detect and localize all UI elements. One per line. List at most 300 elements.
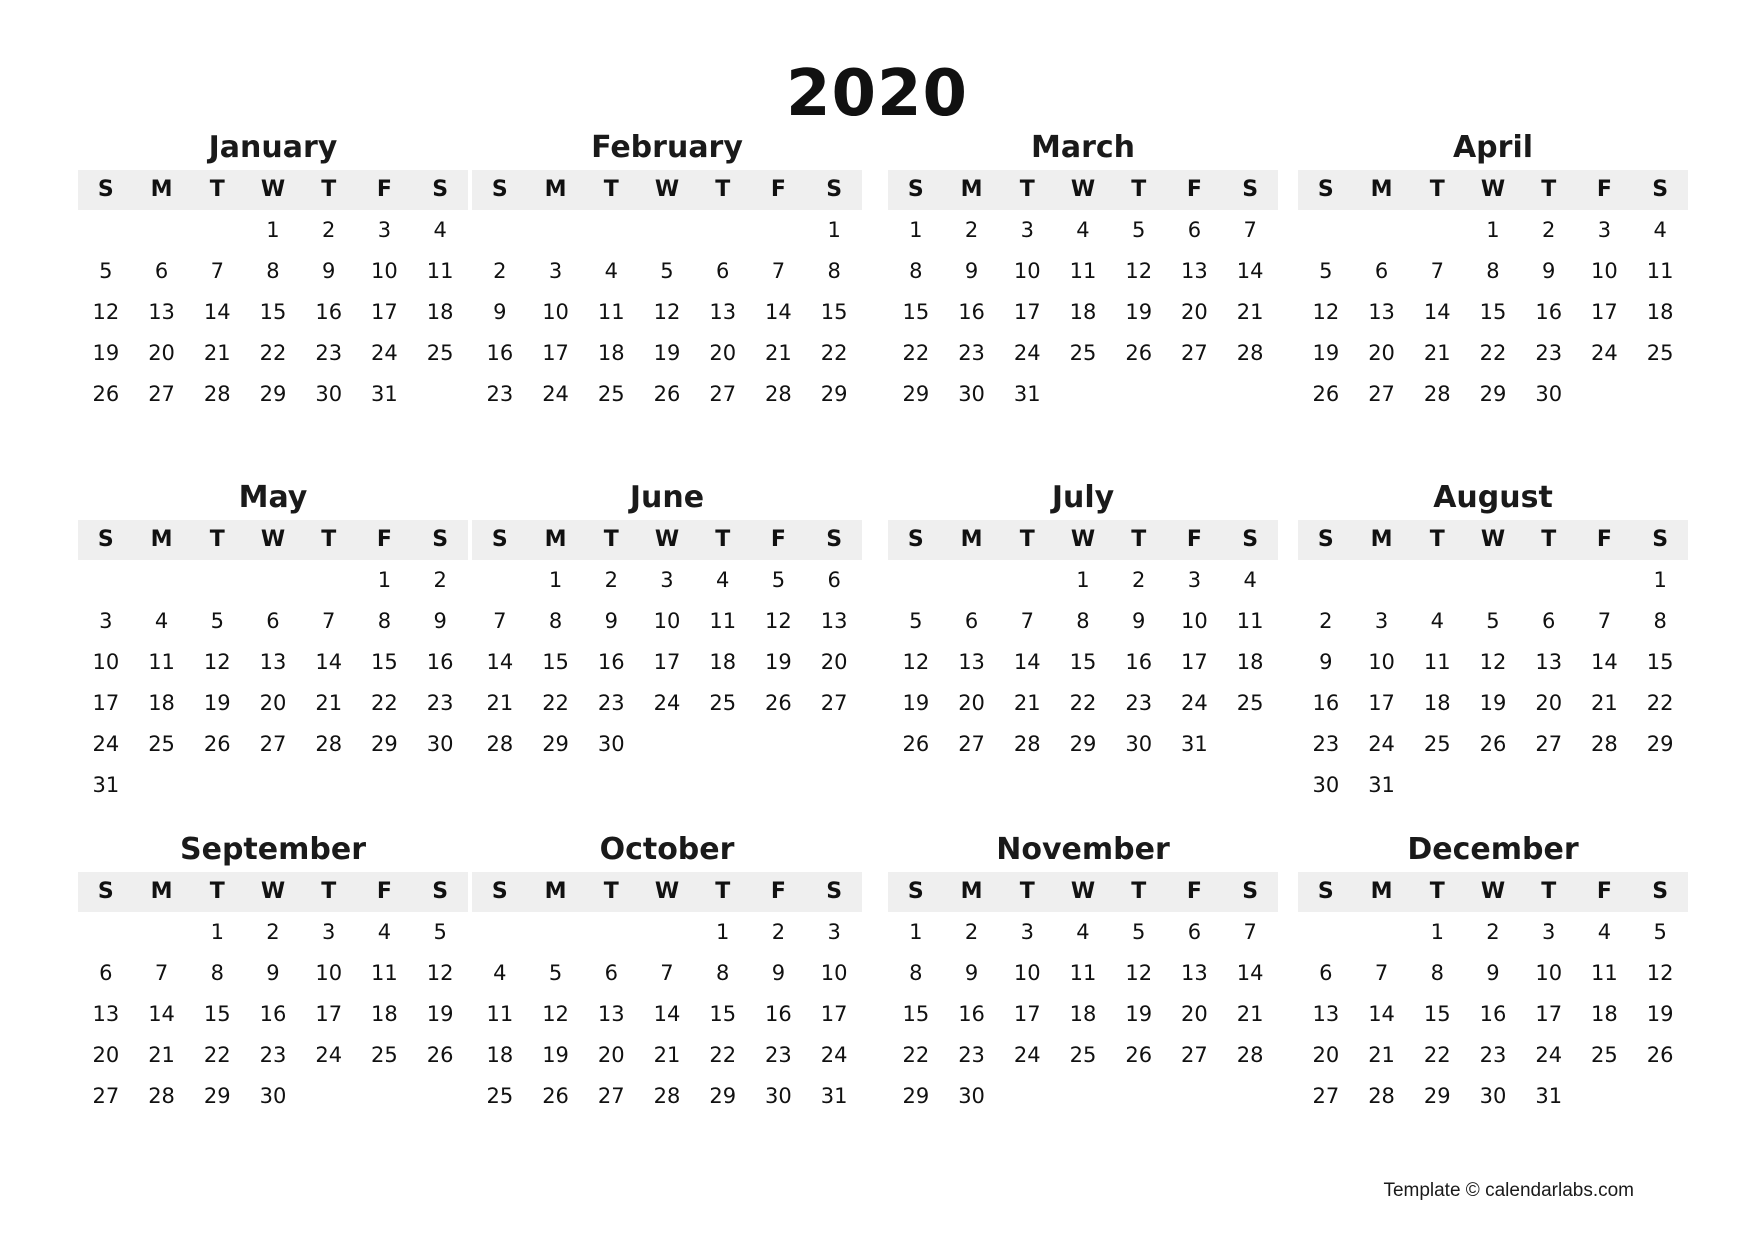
day-cell: 7 [660, 961, 674, 985]
day-cell: 2 [1132, 568, 1146, 592]
day-cell: 7 [493, 609, 507, 633]
day-cell: 17 [1535, 1002, 1563, 1026]
day-cell: 4 [1597, 920, 1612, 944]
day-cell: 13 [958, 650, 985, 674]
day-cell: 14 [148, 1002, 175, 1026]
day-cell: 1 [266, 218, 280, 242]
days-grid [472, 210, 862, 415]
day-cell: 19 [92, 341, 120, 365]
day-cell: 21 [1368, 1043, 1395, 1067]
day-cell: 10 [1535, 961, 1563, 985]
day-cell: 6 [964, 609, 979, 633]
empty-cell [583, 210, 639, 251]
empty-cell [695, 210, 751, 251]
weekday-label: F [1186, 879, 1202, 904]
day-cell: 5 [1132, 920, 1146, 944]
day-cell: 7 [1430, 259, 1444, 283]
day-cell: 31 [371, 382, 398, 406]
day-cell: 11 [148, 650, 175, 674]
day-cell: 29 [203, 1084, 231, 1108]
weekday-label: M [544, 177, 567, 202]
empty-cell [1298, 560, 1354, 601]
day-cell: 28 [765, 382, 792, 406]
day-cell: 14 [1236, 259, 1264, 283]
weekday-label: F [1596, 879, 1612, 904]
day-cell: 9 [1132, 609, 1146, 633]
day-cell: 18 [1069, 300, 1097, 324]
day-cell: 24 [1368, 732, 1395, 756]
day-cell: 18 [597, 341, 625, 365]
day-cell: 20 [92, 1043, 120, 1067]
empty-cell [78, 912, 134, 953]
empty-cell [1298, 912, 1354, 953]
day-cell: 18 [1423, 691, 1451, 715]
day-cell: 17 [1013, 300, 1041, 324]
weekday-label: S [432, 879, 449, 904]
day-cell: 7 [322, 609, 336, 633]
days-grid [472, 560, 862, 765]
weekday-label: T [715, 177, 731, 202]
day-cell: 21 [1591, 691, 1618, 715]
day-cell: 17 [315, 1002, 343, 1026]
day-cell: 16 [259, 1002, 287, 1026]
day-cell: 23 [1312, 732, 1340, 756]
day-cell: 30 [426, 732, 454, 756]
day-cell: 11 [371, 961, 398, 985]
day-cell: 4 [1653, 218, 1667, 242]
day-cell: 8 [1076, 609, 1090, 633]
day-cell: 18 [1236, 650, 1264, 674]
day-cell: 17 [1181, 650, 1208, 674]
day-cell: 9 [1542, 259, 1556, 283]
day-cell: 8 [1430, 961, 1444, 985]
day-cell: 16 [1535, 300, 1563, 324]
day-cell: 26 [426, 1043, 454, 1067]
day-cell: 3 [660, 568, 674, 592]
day-cell: 20 [1312, 1043, 1340, 1067]
empty-cell [639, 912, 695, 953]
day-cell: 26 [542, 1084, 569, 1108]
day-cell: 10 [542, 300, 569, 324]
day-cell: 25 [486, 1084, 514, 1108]
day-cell: 20 [820, 650, 848, 674]
day-cell: 20 [1181, 1002, 1208, 1026]
day-cell: 22 [709, 1043, 737, 1067]
day-cell: 18 [148, 691, 175, 715]
weekday-label: S [907, 177, 924, 202]
day-cell: 16 [1312, 691, 1340, 715]
day-cell: 5 [771, 568, 786, 592]
weekday-label: W [1070, 879, 1096, 904]
day-cell: 18 [371, 1002, 398, 1026]
day-cell: 6 [1319, 961, 1333, 985]
day-cell: 15 [1646, 650, 1674, 674]
day-cell: 4 [154, 609, 169, 633]
day-cell: 24 [1535, 1043, 1563, 1067]
day-cell: 8 [266, 259, 280, 283]
day-cell: 3 [1020, 920, 1034, 944]
day-cell: 1 [1486, 218, 1500, 242]
day-cell: 18 [426, 300, 454, 324]
weekday-label: F [376, 879, 392, 904]
day-cell: 14 [1013, 650, 1041, 674]
month-name: March [1030, 130, 1136, 165]
day-cell: 7 [1374, 961, 1389, 985]
month-october [472, 828, 862, 1117]
day-cell: 28 [1236, 341, 1264, 365]
weekday-label: M [544, 527, 567, 552]
day-cell: 13 [709, 300, 737, 324]
weekday-label: T [1131, 527, 1147, 552]
weekday-label: W [260, 177, 286, 202]
weekday-label: F [376, 177, 392, 202]
day-cell: 15 [1069, 650, 1097, 674]
empty-cell [528, 210, 584, 251]
day-cell: 4 [1076, 218, 1090, 242]
weekday-label: T [1019, 527, 1035, 552]
day-cell: 15 [1479, 300, 1507, 324]
empty-cell [1577, 560, 1633, 601]
day-cell: 29 [709, 1084, 737, 1108]
month-january [78, 126, 468, 415]
day-cell: 10 [1591, 259, 1618, 283]
day-cell: 3 [322, 920, 336, 944]
weekday-label: T [321, 879, 337, 904]
day-cell: 30 [315, 382, 343, 406]
day-cell: 24 [820, 1043, 848, 1067]
day-cell: 9 [322, 259, 336, 283]
day-cell: 28 [148, 1084, 175, 1108]
day-cell: 24 [1181, 691, 1208, 715]
weekday-label: W [1480, 177, 1506, 202]
day-cell: 29 [371, 732, 398, 756]
day-cell: 11 [1423, 650, 1451, 674]
day-cell: 16 [958, 1002, 985, 1026]
day-cell: 24 [653, 691, 681, 715]
day-cell: 21 [765, 341, 792, 365]
weekday-label: S [97, 527, 114, 552]
day-cell: 9 [266, 961, 280, 985]
day-cell: 28 [1368, 1084, 1395, 1108]
day-cell: 17 [371, 300, 398, 324]
day-cell: 30 [1312, 773, 1340, 797]
day-cell: 6 [1542, 609, 1556, 633]
day-cell: 15 [902, 300, 930, 324]
day-cell: 12 [1125, 961, 1153, 985]
weekday-label: F [376, 527, 392, 552]
days-grid [78, 912, 468, 1117]
empty-cell [472, 210, 528, 251]
day-cell: 12 [902, 650, 930, 674]
weekday-label: M [960, 177, 983, 202]
day-cell: 20 [259, 691, 287, 715]
day-cell: 30 [765, 1084, 792, 1108]
day-cell: 22 [902, 1043, 930, 1067]
weekday-label: T [1429, 527, 1445, 552]
weekday-label: T [1019, 879, 1035, 904]
month-name: September [180, 832, 366, 867]
day-cell: 4 [433, 218, 447, 242]
day-cell: 29 [1069, 732, 1097, 756]
weekday-label: T [209, 177, 225, 202]
day-cell: 29 [902, 382, 930, 406]
day-cell: 13 [92, 1002, 120, 1026]
day-cell: 20 [958, 691, 985, 715]
weekday-label: S [1242, 527, 1259, 552]
day-cell: 16 [765, 1002, 792, 1026]
day-cell: 25 [371, 1043, 398, 1067]
day-cell: 27 [1312, 1084, 1340, 1108]
day-cell: 22 [203, 1043, 231, 1067]
day-cell: 16 [1479, 1002, 1507, 1026]
day-cell: 7 [1243, 920, 1257, 944]
day-cell: 31 [1368, 773, 1395, 797]
day-cell: 21 [1423, 341, 1451, 365]
day-cell: 24 [371, 341, 398, 365]
day-cell: 26 [203, 732, 231, 756]
day-cell: 8 [210, 961, 224, 985]
day-cell: 25 [1069, 341, 1097, 365]
day-cell: 3 [1020, 218, 1034, 242]
day-cell: 23 [765, 1043, 792, 1067]
day-cell: 26 [1646, 1043, 1674, 1067]
weekday-label: S [97, 879, 114, 904]
day-cell: 26 [1479, 732, 1507, 756]
day-cell: 25 [148, 732, 175, 756]
day-cell: 4 [604, 259, 618, 283]
day-cell: 1 [909, 218, 923, 242]
day-cell: 13 [1181, 259, 1208, 283]
month-name: April [1452, 130, 1534, 165]
month-november [888, 828, 1278, 1117]
day-cell: 1 [909, 920, 923, 944]
day-cell: 14 [1236, 961, 1264, 985]
empty-cell [999, 560, 1055, 601]
day-cell: 19 [902, 691, 930, 715]
day-cell: 22 [542, 691, 569, 715]
weekday-label: T [1131, 177, 1147, 202]
day-cell: 11 [426, 259, 454, 283]
day-cell: 10 [1013, 259, 1041, 283]
day-cell: 23 [315, 341, 343, 365]
month-june [472, 476, 862, 765]
day-cell: 22 [820, 341, 848, 365]
day-cell: 14 [653, 1002, 681, 1026]
weekday-label: S [1317, 177, 1334, 202]
day-cell: 27 [148, 382, 175, 406]
day-cell: 2 [266, 920, 280, 944]
empty-cell [245, 560, 301, 601]
day-cell: 5 [548, 961, 563, 985]
day-cell: 16 [486, 341, 514, 365]
day-cell: 29 [542, 732, 569, 756]
day-cell: 27 [709, 382, 737, 406]
day-cell: 6 [716, 259, 730, 283]
day-cell: 26 [1312, 382, 1340, 406]
day-cell: 11 [709, 609, 737, 633]
day-cell: 7 [1597, 609, 1612, 633]
empty-cell [1409, 560, 1465, 601]
day-cell: 30 [958, 382, 985, 406]
day-cell: 12 [765, 609, 792, 633]
empty-cell [888, 560, 944, 601]
day-cell: 23 [1479, 1043, 1507, 1067]
weekday-label: M [960, 527, 983, 552]
day-cell: 29 [259, 382, 287, 406]
days-grid [1298, 560, 1688, 806]
day-cell: 12 [542, 1002, 569, 1026]
weekday-label: S [491, 527, 508, 552]
weekday-label: W [260, 527, 286, 552]
weekday-label: T [321, 527, 337, 552]
month-name: November [996, 832, 1170, 867]
day-cell: 27 [1368, 382, 1395, 406]
day-cell: 3 [1187, 568, 1202, 592]
day-cell: 5 [1132, 218, 1146, 242]
weekday-label: S [97, 177, 114, 202]
day-cell: 12 [92, 300, 120, 324]
weekday-label: T [1541, 177, 1557, 202]
weekday-label: W [654, 527, 680, 552]
day-cell: 2 [433, 568, 447, 592]
day-cell: 27 [92, 1084, 120, 1108]
day-cell: 5 [660, 259, 674, 283]
days-grid [78, 560, 468, 806]
day-cell: 26 [1125, 341, 1153, 365]
weekday-label: F [770, 879, 786, 904]
weekday-label: W [654, 879, 680, 904]
day-cell: 25 [1236, 691, 1264, 715]
weekday-header [1298, 170, 1688, 210]
day-cell: 13 [820, 609, 848, 633]
day-cell: 13 [148, 300, 175, 324]
day-cell: 10 [371, 259, 398, 283]
weekday-header [888, 170, 1278, 210]
day-cell: 19 [203, 691, 231, 715]
day-cell: 9 [604, 609, 618, 633]
day-cell: 16 [597, 650, 625, 674]
day-cell: 5 [99, 259, 113, 283]
day-cell: 1 [1076, 568, 1090, 592]
day-cell: 4 [1243, 568, 1257, 592]
day-cell: 12 [1125, 259, 1153, 283]
weekday-label: F [1596, 177, 1612, 202]
day-cell: 19 [542, 1043, 569, 1067]
weekday-label: S [1242, 177, 1259, 202]
weekday-label: T [209, 527, 225, 552]
day-cell: 11 [1236, 609, 1264, 633]
day-cell: 21 [486, 691, 514, 715]
day-cell: 12 [1312, 300, 1340, 324]
day-cell: 29 [820, 382, 848, 406]
day-cell: 19 [1479, 691, 1507, 715]
day-cell: 22 [902, 341, 930, 365]
weekday-label: T [603, 177, 619, 202]
day-cell: 6 [266, 609, 280, 633]
empty-cell [639, 210, 695, 251]
day-cell: 8 [1653, 609, 1667, 633]
weekday-label: W [260, 879, 286, 904]
day-cell: 25 [1646, 341, 1674, 365]
weekday-label: S [1317, 879, 1334, 904]
day-cell: 7 [154, 961, 169, 985]
weekday-label: W [654, 177, 680, 202]
day-cell: 27 [597, 1084, 625, 1108]
day-cell: 27 [1181, 341, 1208, 365]
day-cell: 29 [1479, 382, 1507, 406]
footer-credit: Template © calendarlabs.com [1383, 1180, 1634, 1201]
day-cell: 31 [1181, 732, 1208, 756]
day-cell: 12 [653, 300, 681, 324]
day-cell: 28 [315, 732, 343, 756]
weekday-header [1298, 872, 1688, 912]
day-cell: 27 [1181, 1043, 1208, 1067]
day-cell: 11 [1646, 259, 1674, 283]
day-cell: 18 [486, 1043, 514, 1067]
day-cell: 24 [315, 1043, 343, 1067]
empty-cell [1298, 210, 1354, 251]
day-cell: 14 [203, 300, 231, 324]
weekday-label: S [491, 177, 508, 202]
weekday-label: T [1019, 177, 1035, 202]
day-cell: 20 [1535, 691, 1563, 715]
day-cell: 11 [1591, 961, 1618, 985]
day-cell: 28 [653, 1084, 681, 1108]
day-cell: 8 [909, 961, 923, 985]
weekday-label: F [770, 177, 786, 202]
day-cell: 24 [1013, 1043, 1041, 1067]
day-cell: 6 [99, 961, 113, 985]
day-cell: 17 [1368, 691, 1395, 715]
day-cell: 24 [1013, 341, 1041, 365]
day-cell: 19 [1312, 341, 1340, 365]
day-cell: 3 [99, 609, 113, 633]
month-name: May [238, 480, 308, 515]
day-cell: 8 [548, 609, 563, 633]
empty-cell [1465, 560, 1521, 601]
weekday-header [78, 520, 468, 560]
day-cell: 12 [1646, 961, 1674, 985]
day-cell: 1 [1430, 920, 1444, 944]
day-cell: 25 [1423, 732, 1451, 756]
month-may [78, 476, 468, 806]
month-april [1298, 126, 1688, 415]
weekday-label: S [1652, 879, 1669, 904]
weekday-label: T [1429, 879, 1445, 904]
day-cell: 22 [1423, 1043, 1451, 1067]
day-cell: 25 [597, 382, 625, 406]
empty-cell [1521, 560, 1577, 601]
weekday-header [78, 170, 468, 210]
day-cell: 25 [1069, 1043, 1097, 1067]
day-cell: 10 [1181, 609, 1208, 633]
empty-cell [472, 560, 528, 601]
day-cell: 14 [1423, 300, 1451, 324]
day-cell: 7 [1020, 609, 1034, 633]
weekday-header [472, 872, 862, 912]
days-grid [888, 210, 1278, 415]
day-cell: 2 [1486, 920, 1500, 944]
day-cell: 1 [548, 568, 563, 592]
day-cell: 5 [433, 920, 447, 944]
day-cell: 22 [1479, 341, 1507, 365]
month-december [1298, 828, 1688, 1117]
weekday-header [78, 872, 468, 912]
empty-cell [751, 210, 807, 251]
day-cell: 6 [604, 961, 618, 985]
weekday-label: T [603, 879, 619, 904]
day-cell: 22 [259, 341, 287, 365]
